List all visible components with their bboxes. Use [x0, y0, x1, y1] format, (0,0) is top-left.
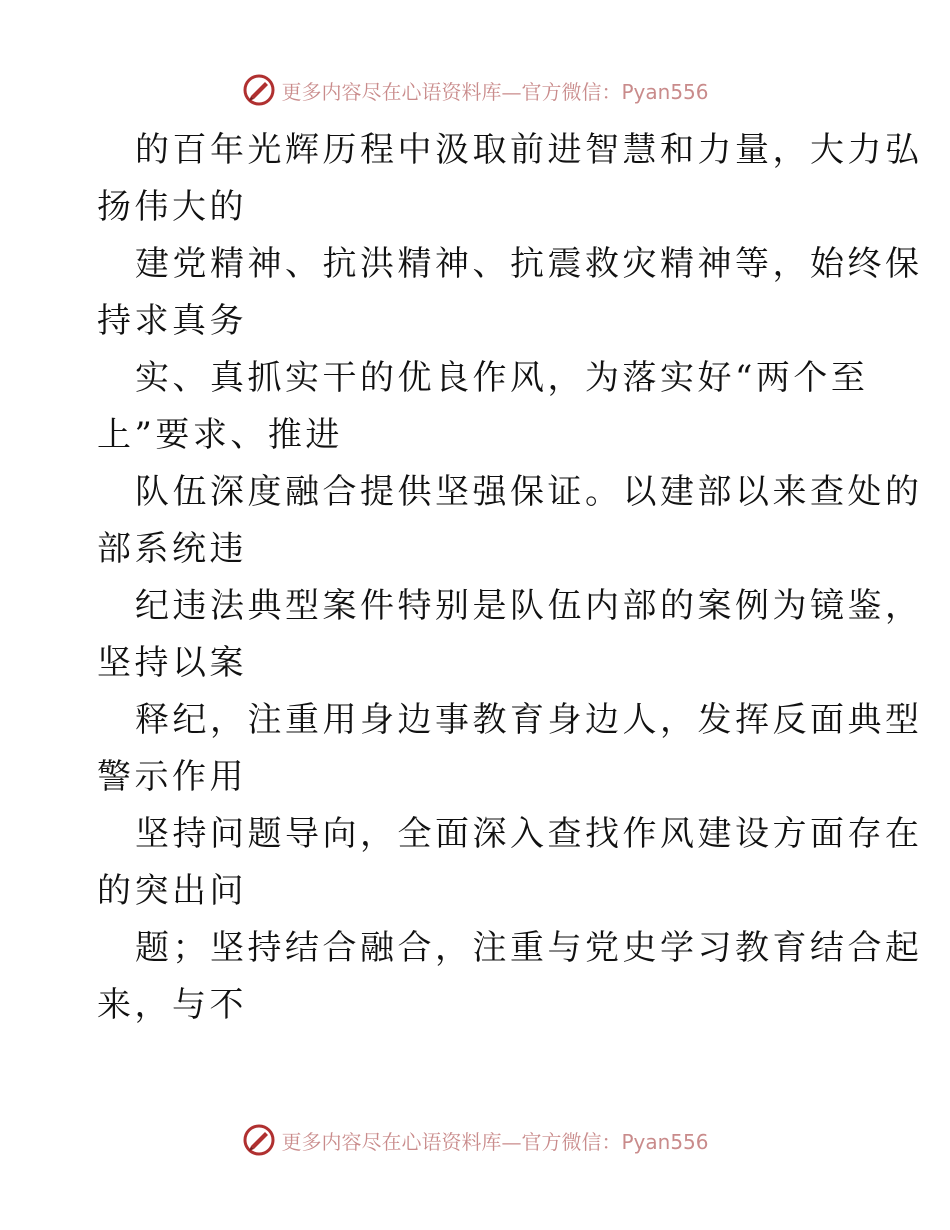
document-body: [97, 122, 923, 1034]
paragraph-line: 建党精神、抗洪精神、抗震救灾精神等，始终保: [135, 244, 923, 284]
watermark-text: [281, 76, 708, 105]
paragraph-line: 来，与不: [97, 985, 247, 1025]
paragraph: [97, 806, 923, 920]
paragraph-line: 队伍深度融合提供坚强保证。以建部以来查处的: [135, 472, 923, 512]
paragraph: [97, 920, 923, 1034]
paragraph-line: 纪违法典型案件特别是队伍内部的案例为镜鉴，: [135, 586, 923, 626]
paragraph: [97, 122, 923, 236]
watermark-brand: 更多内容尽在心语资料库: [281, 79, 502, 104]
paragraph-line: 坚持问题导向，全面深入查找作风建设方面存在: [135, 814, 923, 854]
paragraph-line: 部系统违: [97, 529, 247, 569]
paragraph-line: 实、真抓实干的优良作风，为落实好“两个至: [135, 358, 869, 398]
paragraph-line: 释纪，注重用身边事教育身边人，发挥反面典型: [135, 700, 923, 740]
paragraph: [97, 236, 923, 350]
paragraph-line: 的百年光辉历程中汲取前进智慧和力量，大力弘: [135, 130, 923, 170]
paragraph-line: 上”要求、推进: [97, 415, 343, 455]
pen-logo-icon: [241, 72, 277, 108]
paragraph: [97, 350, 869, 464]
watermark-dash: —: [501, 1129, 522, 1154]
paragraph: [97, 464, 923, 578]
watermark-brand: 更多内容尽在心语资料库: [281, 1129, 502, 1154]
paragraph-line: 持求真务: [97, 301, 247, 341]
paragraph-line: 扬伟大的: [97, 187, 247, 227]
watermark-wechat-label: 官方微信：: [521, 79, 622, 104]
footer-watermark: [0, 1120, 950, 1160]
paragraph: [97, 578, 923, 692]
watermark-dash: —: [501, 79, 522, 104]
watermark-wechat-id: Pyan556: [621, 79, 709, 104]
paragraph-line: 的突出问: [97, 871, 247, 911]
header-watermark: [0, 70, 950, 110]
watermark-wechat-id: Pyan556: [621, 1129, 709, 1154]
pen-logo-icon: [241, 1122, 277, 1158]
paragraph-line: 坚持以案: [97, 643, 247, 683]
paragraph-line: 警示作用: [97, 757, 247, 797]
paragraph: [97, 692, 923, 806]
watermark-text: [281, 1126, 708, 1155]
paragraph-line: 题；坚持结合融合，注重与党史学习教育结合起: [135, 928, 923, 968]
watermark-wechat-label: 官方微信：: [521, 1129, 622, 1154]
